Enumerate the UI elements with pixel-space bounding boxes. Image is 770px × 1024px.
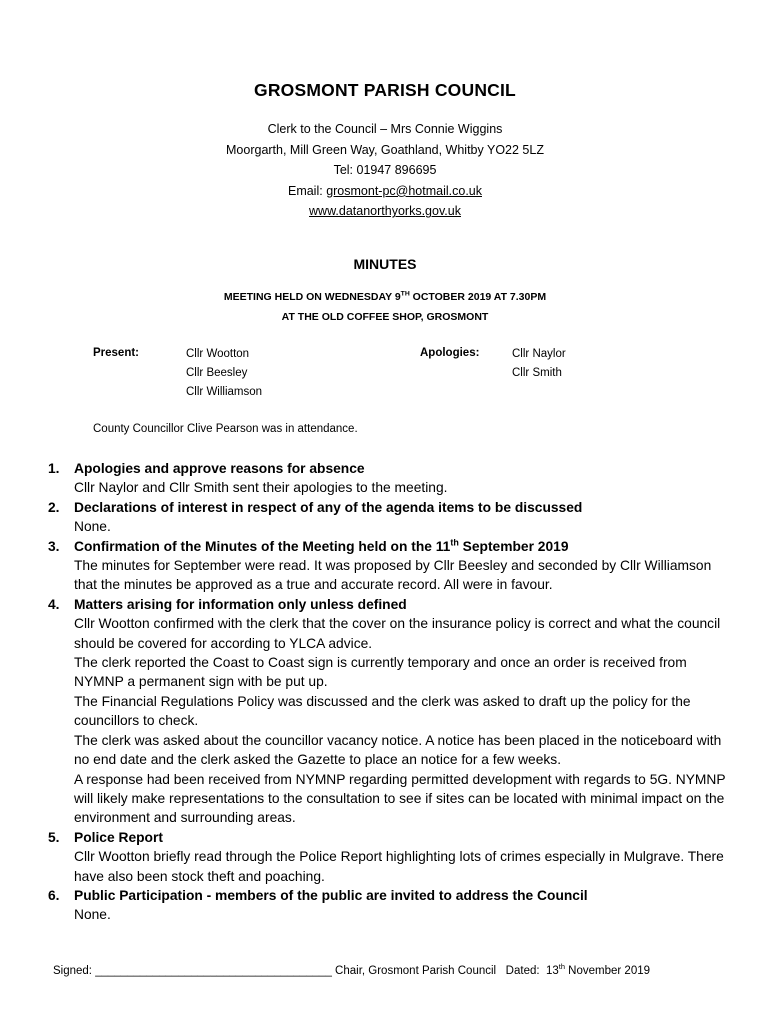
item-paragraph: A response had been received from NYMNP regarding permitted development with regards to 5G. NYMNP will likely make representations to the consultation to see if sites can be located with minimal impact on the environment and surrounding areas. [74,771,726,826]
item-paragraph: The Financial Regulations Policy was discussed and the clerk was asked to draft up the policy for the councillors to check. [74,693,691,729]
meeting-date-text-post: OCTOBER 2019 AT 7.30PM [409,291,547,303]
item-heading: Matters arising for information only unless defined [74,596,407,612]
agenda-item-1 [48,459,738,498]
attendance-note: County Councillor Clive Pearson was in attendance. [93,423,358,435]
apologies-label: Apologies: [420,347,480,359]
email-line [0,181,770,202]
item-paragraph: The clerk was asked about the councillor vacancy notice. A notice has been placed in the noticeboard with no end date and the clerk asked the Gazette to place an notice for a few weeks. [74,732,722,768]
item-heading: Declarations of interest in respect of any of the agenda items to be discussed [74,499,583,515]
apology-name: Cllr Naylor [512,348,566,360]
item-paragraph: The minutes for September were read. It was proposed by Cllr Beesley and seconded by Cllr Williamson that the minutes be approved as a true and accurate record. All were in favour. [74,558,712,593]
meeting-location-line: AT THE OLD COFFEE SHOP, GROSMONT [281,311,489,323]
telephone-line: Tel: 01947 896695 [333,163,437,178]
signature-footer [53,962,651,977]
contact-block [0,119,770,222]
item-heading: Police Report [74,829,163,845]
item-paragraph: Cllr Wootton confirmed with the clerk that the cover on the insurance policy is correct and what the council should be covered for according to YLCA advice. [74,616,721,651]
document-title: GROSMONT PARISH COUNCIL [254,80,516,100]
item-number: 5. [48,829,60,845]
present-name: Cllr Wootton [186,348,250,360]
item-heading [74,537,738,556]
address-line: Moorgarth, Mill Green Way, Goathland, Whitby YO22 5LZ [226,142,544,157]
item-heading-text-post: September 2019 [458,538,569,554]
meeting-date-sup: TH [400,290,410,298]
meeting-date-line [0,291,770,303]
item-number: 2. [48,499,60,515]
apology-name: Cllr Smith [512,367,562,379]
item-paragraph: None. [74,907,111,923]
footer-date-post: November 2019 [564,965,651,977]
present-list [186,345,262,402]
agenda-item-4 [48,595,738,828]
item-number: 4. [48,596,60,612]
present-name: Cllr Williamson [186,386,263,398]
agenda-item-5 [48,828,738,886]
clerk-line: Clerk to the Council – Mrs Connie Wiggins [267,122,503,136]
agenda-items [48,459,738,925]
present-name: Cllr Beesley [186,367,248,379]
email-link[interactable]: grosmont-pc@hotmail.co.uk [326,183,482,198]
item-paragraph: None. [74,519,111,535]
present-label: Present: [93,347,140,359]
email-label: Email: [287,183,327,198]
agenda-item-6 [48,886,738,925]
agenda-item-3 [48,537,738,595]
item-heading-sup: th [450,537,459,548]
footer-date-sup: th [558,962,565,972]
item-heading: Public Participation - members of the public are invited to address the Council [74,887,588,903]
item-heading-text: Confirmation of the Minutes of the Meeting held on the 11 [74,538,451,554]
website-link[interactable]: www.datanorthyorks.gov.uk [309,204,461,219]
item-heading: Apologies and approve reasons for absence [74,461,365,476]
apologies-list [512,345,566,383]
item-paragraph: Cllr Wootton briefly read through the Police Report highlighting lots of crimes especially in Mulgrave. There have also been stock theft and poaching. [74,849,724,884]
meeting-date-text: MEETING HELD ON WEDNESDAY 9 [223,291,401,303]
item-paragraph: The clerk reported the Coast to Coast sign is currently temporary and once an order is received from NYMNP a permanent sign with be put up. [74,655,687,690]
signature-line: Signed: _____________________________________ Chair, Grosmont Parish Council Dated: 13 [53,965,559,977]
minutes-heading: MINUTES [353,256,417,272]
item-number: 6. [48,887,60,903]
item-paragraph: Cllr Naylor and Cllr Smith sent their apologies to the meeting. [74,480,448,496]
agenda-item-2 [48,498,738,537]
item-number: 1. [48,461,60,476]
item-number: 3. [48,538,60,554]
